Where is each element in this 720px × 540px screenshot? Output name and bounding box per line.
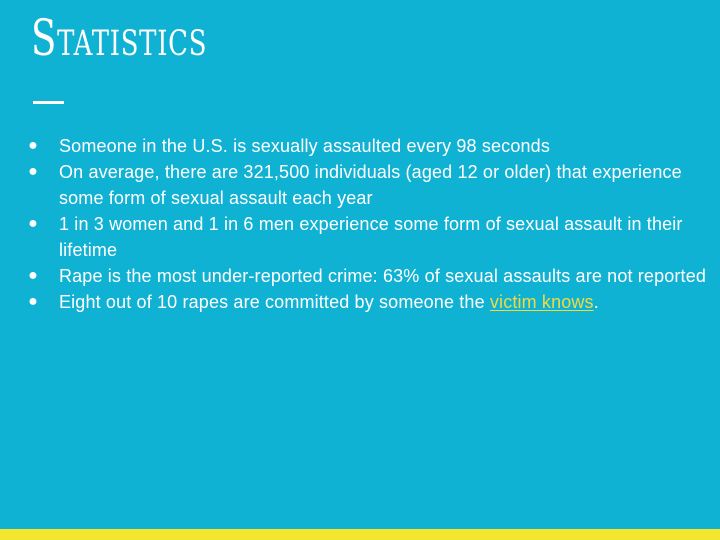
- bullet-text-before-link: Eight out of 10 rapes are committed by someone the: [59, 292, 490, 312]
- list-item: [27, 211, 715, 263]
- title-underline: [33, 101, 64, 104]
- statistics-bullet-list: [27, 133, 715, 315]
- bullet-text: Someone in the U.S. is sexually assaulted every 98 seconds: [59, 136, 550, 156]
- bullet-icon: ●: [28, 293, 38, 310]
- list-item: [27, 289, 715, 315]
- bullet-text: 1 in 3 women and 1 in 6 men experience some form of sexual assault in their lifetime: [59, 214, 683, 260]
- victim-knows-link[interactable]: victim knows: [489, 292, 594, 312]
- list-item: [27, 159, 715, 211]
- bullet-text: Rape is the most under-reported crime: 63% of sexual assaults are not reported: [59, 266, 707, 286]
- list-item: [27, 133, 715, 159]
- slide-title: Statistics: [31, 9, 208, 67]
- bullet-text: On average, there are 321,500 individuals (aged 12 or older) that experience some form of sexual assault each year: [59, 162, 682, 208]
- bullet-text-after-link: .: [593, 292, 599, 312]
- bullet-icon: ●: [28, 267, 38, 284]
- bullet-icon: ●: [28, 137, 38, 154]
- bullet-icon: ●: [28, 163, 38, 180]
- bottom-accent-band: [0, 529, 720, 540]
- list-item: [27, 263, 715, 289]
- bullet-icon: ●: [28, 215, 38, 232]
